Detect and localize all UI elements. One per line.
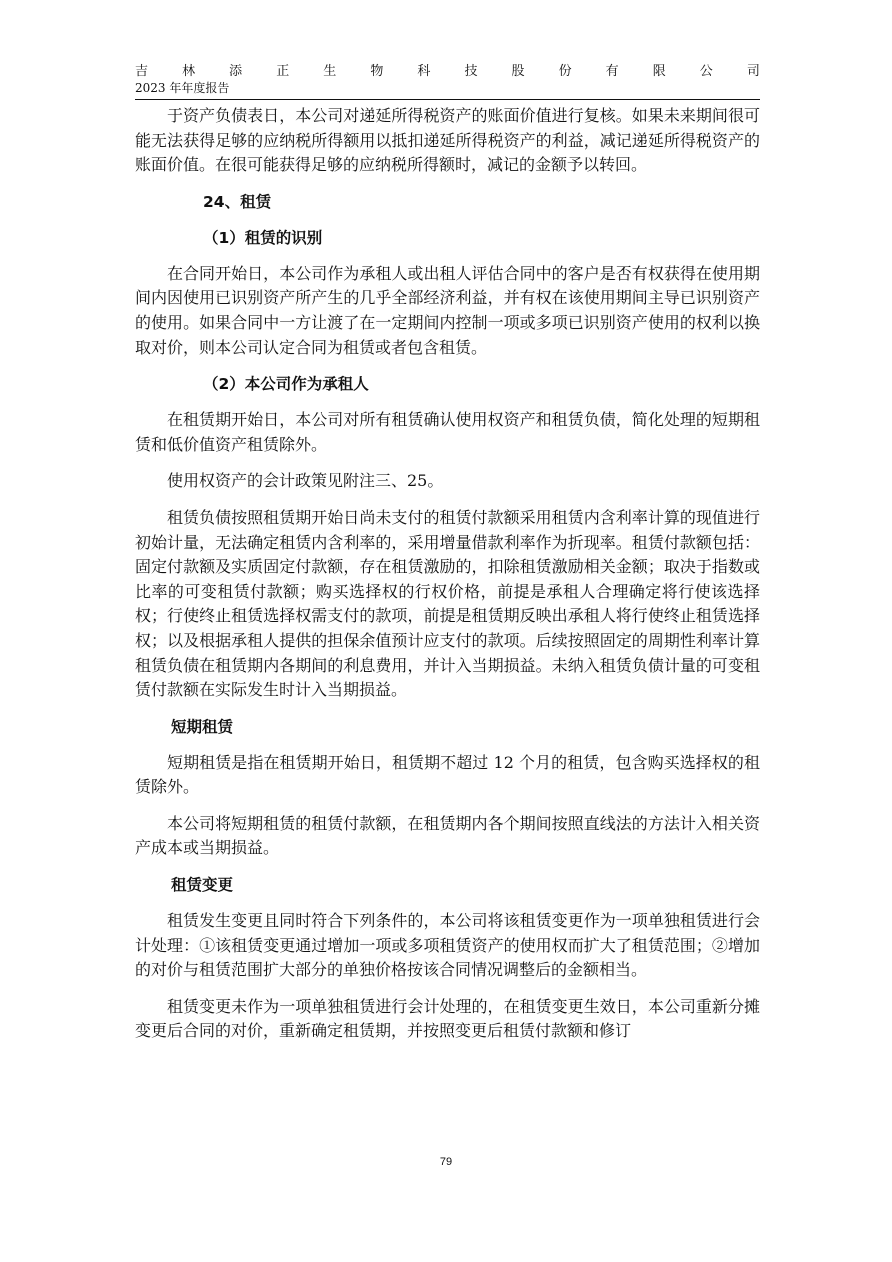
company-name-char: 正	[276, 64, 290, 79]
company-name-char: 公	[699, 64, 713, 79]
company-name-char: 物	[370, 64, 384, 79]
paragraph-lease-identification: 在合同开始日，本公司作为承租人或出租人评估合同中的客户是否有权获得在使用期间内因使用已识别资产所产生的几乎全部经济利益，并有权在该使用期间主导已识别资产的使用。如果合同中一方让渡了在一定期间内控制一项或多项已识别资产使用的权利以换取对价，则本公司认定合同为租赁或者包含租赁。	[135, 263, 760, 357]
company-name-char: 吉	[135, 64, 149, 79]
page-body	[135, 104, 760, 1044]
paragraph-right-of-use-policy: 使用权资产的会计政策见附注三、25。	[167, 471, 444, 491]
page-header	[135, 64, 760, 96]
paragraph-lessee-recognition: 在租赁期开始日，本公司对所有租赁确认使用权资产和租赁负债，简化处理的短期租赁和低价值资产租赁除外。	[135, 410, 760, 454]
company-name	[135, 64, 760, 80]
paragraph-deferred-tax: 于资产负债表日，本公司对递延所得税资产的账面价值进行复核。如果未来期间很可能无法获得足够的应纳税所得额用以抵扣递延所得税资产的利益，减记递延所得税资产的账面价值。在很可能获得足够的应纳税所得额时，减记的金额予以转回。	[135, 106, 760, 175]
heading-lease-modification: 租赁变更	[171, 876, 234, 895]
paragraph-lease-liability: 租赁负债按照租赁期开始日尚未支付的租赁付款额采用租赁内含利率计算的现值进行初始计量，无法确定租赁内含利率的，采用增量借款利率作为折现率。租赁付款额包括：固定付款额及实质固定付款额，存在租赁激励的，扣除租赁激励相关金额；取决于指数或比率的可变租赁付款额；购买选择权的行权价格，前提是承租人合理确定将行使该选择权；行使终止租赁选择权需支付的款项，前提是租赁期反映出承租人将行使终止租赁选择权；以及根据承租人提供的担保余值预计应支付的款项。后续按照固定的周期性利率计算租赁负债在租赁期内各期间的利息费用，并计入当期损益。未纳入租赁负债计量的可变租赁付款额在实际发生时计入当期损益。	[135, 507, 760, 700]
paragraph-lease-modification-separate: 租赁发生变更且同时符合下列条件的，本公司将该租赁变更作为一项单独租赁进行会计处理：①该租赁变更通过增加一项或多项租赁资产的使用权而扩大了租赁范围；②增加的对价与租赁范围扩大部分的单独价格按该合同情况调整后的金额相当。	[135, 911, 760, 980]
company-name-char: 限	[652, 64, 666, 79]
header-divider	[135, 99, 760, 100]
company-name-char: 林	[182, 64, 196, 79]
company-name-char: 份	[558, 64, 572, 79]
company-name-char: 科	[417, 64, 431, 79]
company-name-char: 司	[746, 64, 760, 79]
page-number: 79	[439, 1156, 453, 1168]
subsection-heading-lessee: （2）本公司作为承租人	[203, 375, 369, 394]
company-name-char: 技	[464, 64, 478, 79]
company-name-char: 添	[229, 64, 243, 79]
report-title: 2023 年年度报告	[135, 81, 230, 95]
company-name-char: 生	[323, 64, 337, 79]
subsection-heading-lease-identification: （1）租赁的识别	[203, 228, 323, 247]
paragraph-lease-modification-not-separate: 租赁变更未作为一项单独租赁进行会计处理的，在租赁变更生效日，本公司重新分摊变更后合同的对价，重新确定租赁期，并按照变更后租赁付款额和修订	[135, 996, 760, 1041]
company-name-char: 有	[605, 64, 619, 79]
section-heading-lease: 24、租赁	[203, 192, 272, 211]
paragraph-short-term-definition: 短期租赁是指在租赁期开始日，租赁期不超过 12 个月的租赁，包含购买选择权的租赁除外。	[135, 752, 760, 797]
paragraph-short-term-accounting: 本公司将短期租赁的租赁付款额，在租赁期内各个期间按照直线法的方法计入相关资产成本或当期损益。	[135, 813, 760, 858]
company-name-char: 股	[511, 64, 525, 79]
heading-short-term-lease: 短期租赁	[171, 717, 234, 736]
